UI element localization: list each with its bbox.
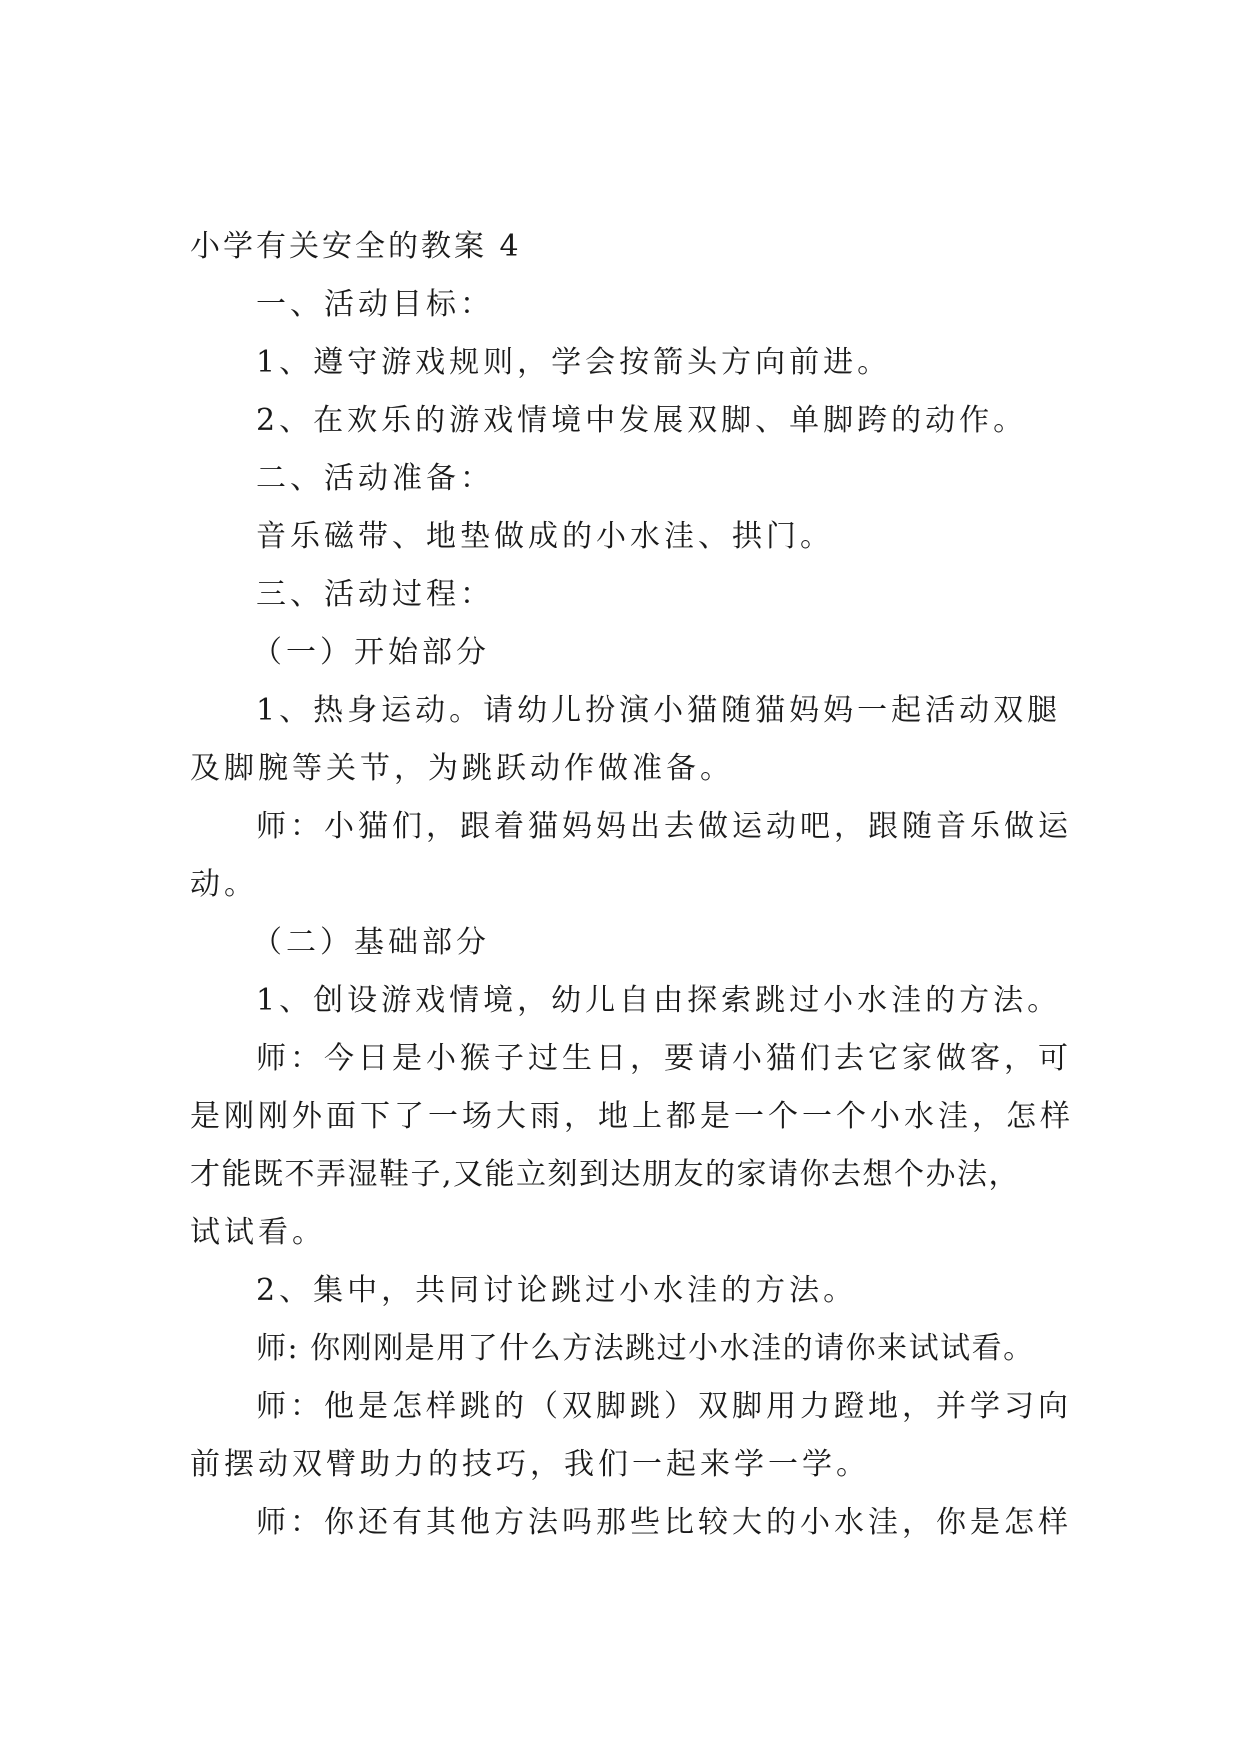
section-heading-process: 三、活动过程：	[256, 577, 494, 612]
section-heading-goals: 一、活动目标：	[256, 287, 494, 322]
paragraph: 1、热身运动。请幼儿扮演小猫随猫妈妈一起活动双腿	[256, 693, 1062, 728]
paragraph: 师：小猫们，跟着猫妈妈出去做运动吧，跟随音乐做运	[256, 809, 1072, 844]
subsection-heading-basic: （二）基础部分	[252, 925, 490, 960]
paragraph: 1、遵守游戏规则，学会按箭头方向前进。	[256, 345, 892, 380]
paragraph: 师: 你刚刚是用了什么方法跳过小水洼的请你来试试看。	[256, 1331, 1035, 1366]
document-title: 小学有关安全的教案 4	[190, 229, 522, 264]
paragraph-continuation: 是刚刚外面下了一场大雨，地上都是一个一个小水洼，怎样	[190, 1099, 1074, 1134]
paragraph-continuation: 试试看。	[190, 1215, 326, 1250]
paragraph: 师：今日是小猴子过生日，要请小猫们去它家做客，可	[256, 1041, 1072, 1076]
paragraph: 2、集中，共同讨论跳过小水洼的方法。	[256, 1273, 858, 1308]
paragraph: 音乐磁带、地垫做成的小水洼、拱门。	[256, 519, 834, 554]
section-heading-preparation: 二、活动准备：	[256, 461, 494, 496]
paragraph: 师：他是怎样跳的（双脚跳）双脚用力蹬地，并学习向	[256, 1389, 1072, 1424]
paragraph: 2、在欢乐的游戏情境中发展双脚、单脚跨的动作。	[256, 403, 1028, 438]
paragraph-continuation: 才能既不弄湿鞋子,又能立刻到达朋友的家请你去想个办法，	[190, 1157, 1021, 1192]
paragraph: 师：你还有其他方法吗那些比较大的小水洼，你是怎样	[256, 1505, 1072, 1540]
paragraph-continuation: 及脚腕等关节，为跳跃动作做准备。	[190, 751, 734, 786]
paragraph: 1、创设游戏情境，幼儿自由探索跳过小水洼的方法。	[256, 983, 1062, 1018]
document-body	[190, 218, 1074, 1552]
subsection-heading-start: （一）开始部分	[252, 635, 490, 670]
paragraph-continuation: 前摆动双臂助力的技巧，我们一起来学一学。	[190, 1447, 870, 1482]
paragraph-continuation: 动。	[190, 867, 258, 902]
